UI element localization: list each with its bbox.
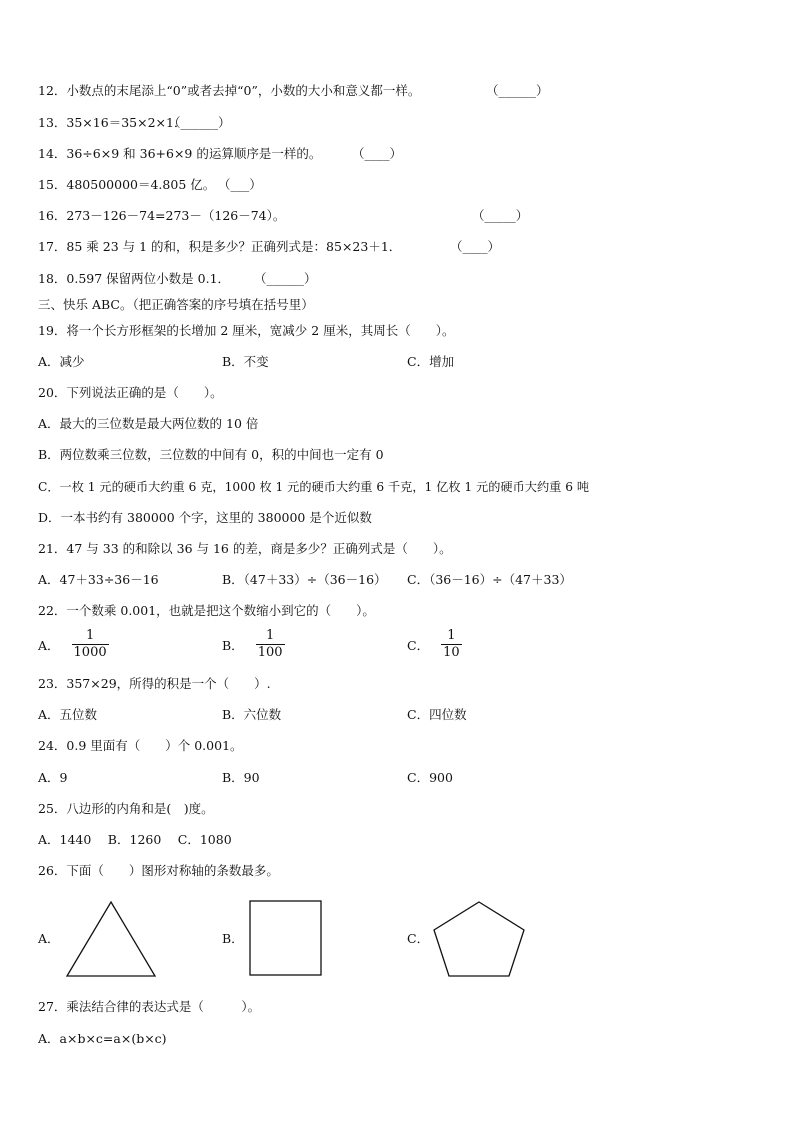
option-20-d[interactable]: D．一本书约有 380000 个字，这里的 380000 是个近似数: [38, 510, 372, 525]
question-number: 15．: [38, 177, 67, 192]
fraction-numerator: 1: [85, 628, 95, 643]
question-17: [38, 238, 401, 256]
question-19-stem: 19．将一个长方形框架的长增加 2 厘米，宽减少 2 厘米，其周长（ ）。: [38, 323, 455, 338]
question-14: [38, 145, 321, 163]
question-26-stem: 26．下面（ ）图形对称轴的条数最多。: [38, 863, 279, 878]
answer-blank-16[interactable]: （_____）: [472, 208, 529, 223]
question-number: 13．: [38, 115, 67, 130]
option-20-c[interactable]: C．一枚 1 元的硬币大约重 6 克，1000 枚 1 元的硬币大约重 6 千克，1 亿枚 1 元的硬币大约重 6 吨: [38, 480, 590, 494]
answer-blank-18[interactable]: （______）: [254, 271, 317, 286]
question-number: 12．: [38, 83, 67, 98]
option-22-c[interactable]: [407, 628, 462, 661]
option-21-b[interactable]: B．（47＋33）÷（36－16）: [222, 572, 387, 587]
question-22-stem: 22．一个数乘 0.001，也就是把这个数缩小到它的（ ）。: [38, 603, 375, 618]
option-24-c[interactable]: C．900: [407, 770, 453, 785]
answer-blank-15[interactable]: （___）: [218, 177, 262, 192]
option-24-b[interactable]: B．90: [222, 770, 260, 785]
option-20-a[interactable]: A．最大的三位数是最大两位数的 10 倍: [38, 416, 259, 431]
fraction-denominator: 10: [443, 645, 460, 660]
question-15: [38, 176, 215, 194]
question-16: [38, 207, 285, 225]
question-27-stem: 27．乘法结合律的表达式是（ ）。: [38, 999, 261, 1014]
question-text: 480500000＝4.805 亿。: [66, 177, 216, 192]
fraction-numerator: 1: [265, 628, 275, 643]
fraction: [256, 628, 285, 661]
option-label: A．: [38, 637, 60, 653]
fraction: [441, 628, 462, 661]
square-icon: [249, 900, 323, 977]
fraction-denominator: 1000: [73, 645, 107, 660]
option-21-a[interactable]: A．47＋33÷36－16: [38, 572, 159, 587]
option-26-b-label[interactable]: B．: [222, 931, 244, 946]
question-25-stem: 25．八边形的内角和是( )度。: [38, 801, 214, 816]
question-20-stem: 20．下列说法正确的是（ ）。: [38, 385, 223, 400]
question-18: [38, 270, 230, 288]
question-number: 14．: [38, 146, 67, 161]
question-text: 36÷6×9 和 36+6×9 的运算顺序是一样的。: [66, 146, 322, 161]
question-text: 小数点的末尾添上“0”或者去掉“0”，小数的大小和意义都一样。: [66, 83, 421, 98]
question-24-stem: 24．0.9 里面有（ ）个 0.001。: [38, 738, 243, 753]
option-19-b[interactable]: B．不变: [222, 354, 269, 369]
option-23-b[interactable]: B．六位数: [222, 707, 282, 722]
question-number: 18．: [38, 271, 67, 286]
option-label: C．: [407, 637, 430, 653]
options-25[interactable]: A．1440 B．1260 C．1080: [38, 832, 232, 847]
section-title: 三、快乐 ABC。（把正确答案的序号填在括号里）: [38, 297, 314, 312]
question-text: 0.597 保留两位小数是 0.1．: [66, 271, 231, 286]
question-number: 17．: [38, 239, 67, 254]
option-23-a[interactable]: A．五位数: [38, 707, 98, 722]
question-13: [38, 114, 186, 132]
option-19-c[interactable]: C．增加: [407, 354, 455, 369]
answer-blank-14[interactable]: （____）: [352, 146, 403, 161]
option-22-a[interactable]: [38, 628, 109, 661]
question-21-stem: 21．47 与 33 的和除以 36 与 16 的差，商是多少？正确列式是（ ）。: [38, 541, 452, 556]
question-text: 85 乘 23 与 1 的和，积是多少？正确列式是：85×23＋1．: [66, 239, 402, 254]
answer-blank-12[interactable]: （______）: [486, 83, 549, 98]
question-number: 16．: [38, 208, 67, 223]
fraction-denominator: 100: [257, 645, 283, 660]
option-20-b[interactable]: B．两位数乘三位数，三位数的中间有 0，积的中间也一定有 0: [38, 447, 384, 462]
option-23-c[interactable]: C．四位数: [407, 707, 467, 722]
fraction-numerator: 1: [447, 628, 456, 643]
option-22-b[interactable]: [222, 628, 285, 661]
option-27-a[interactable]: A．a×b×c=a×(b×c): [38, 1031, 167, 1046]
question-text: 35×16＝35×2×1．: [66, 115, 187, 130]
answer-blank-13[interactable]: （______）: [168, 115, 231, 130]
pentagon-icon: [431, 900, 527, 978]
option-21-c[interactable]: C．（36－16）÷（47＋33）: [407, 572, 572, 587]
option-label: B．: [222, 637, 244, 653]
option-26-a-label[interactable]: A．: [38, 931, 60, 946]
question-text: 273－126－74=273－（126－74）。: [66, 208, 286, 223]
triangle-icon: [64, 900, 158, 978]
fraction: [72, 628, 109, 661]
question-23-stem: 23．357×29，所得的积是一个（ ）.: [38, 676, 271, 691]
option-26-c-label[interactable]: C．: [407, 931, 430, 946]
question-12: [38, 82, 420, 100]
option-19-a[interactable]: A．减少: [38, 354, 85, 369]
answer-blank-17[interactable]: （____）: [450, 239, 501, 254]
option-24-a[interactable]: A．9: [38, 770, 68, 785]
